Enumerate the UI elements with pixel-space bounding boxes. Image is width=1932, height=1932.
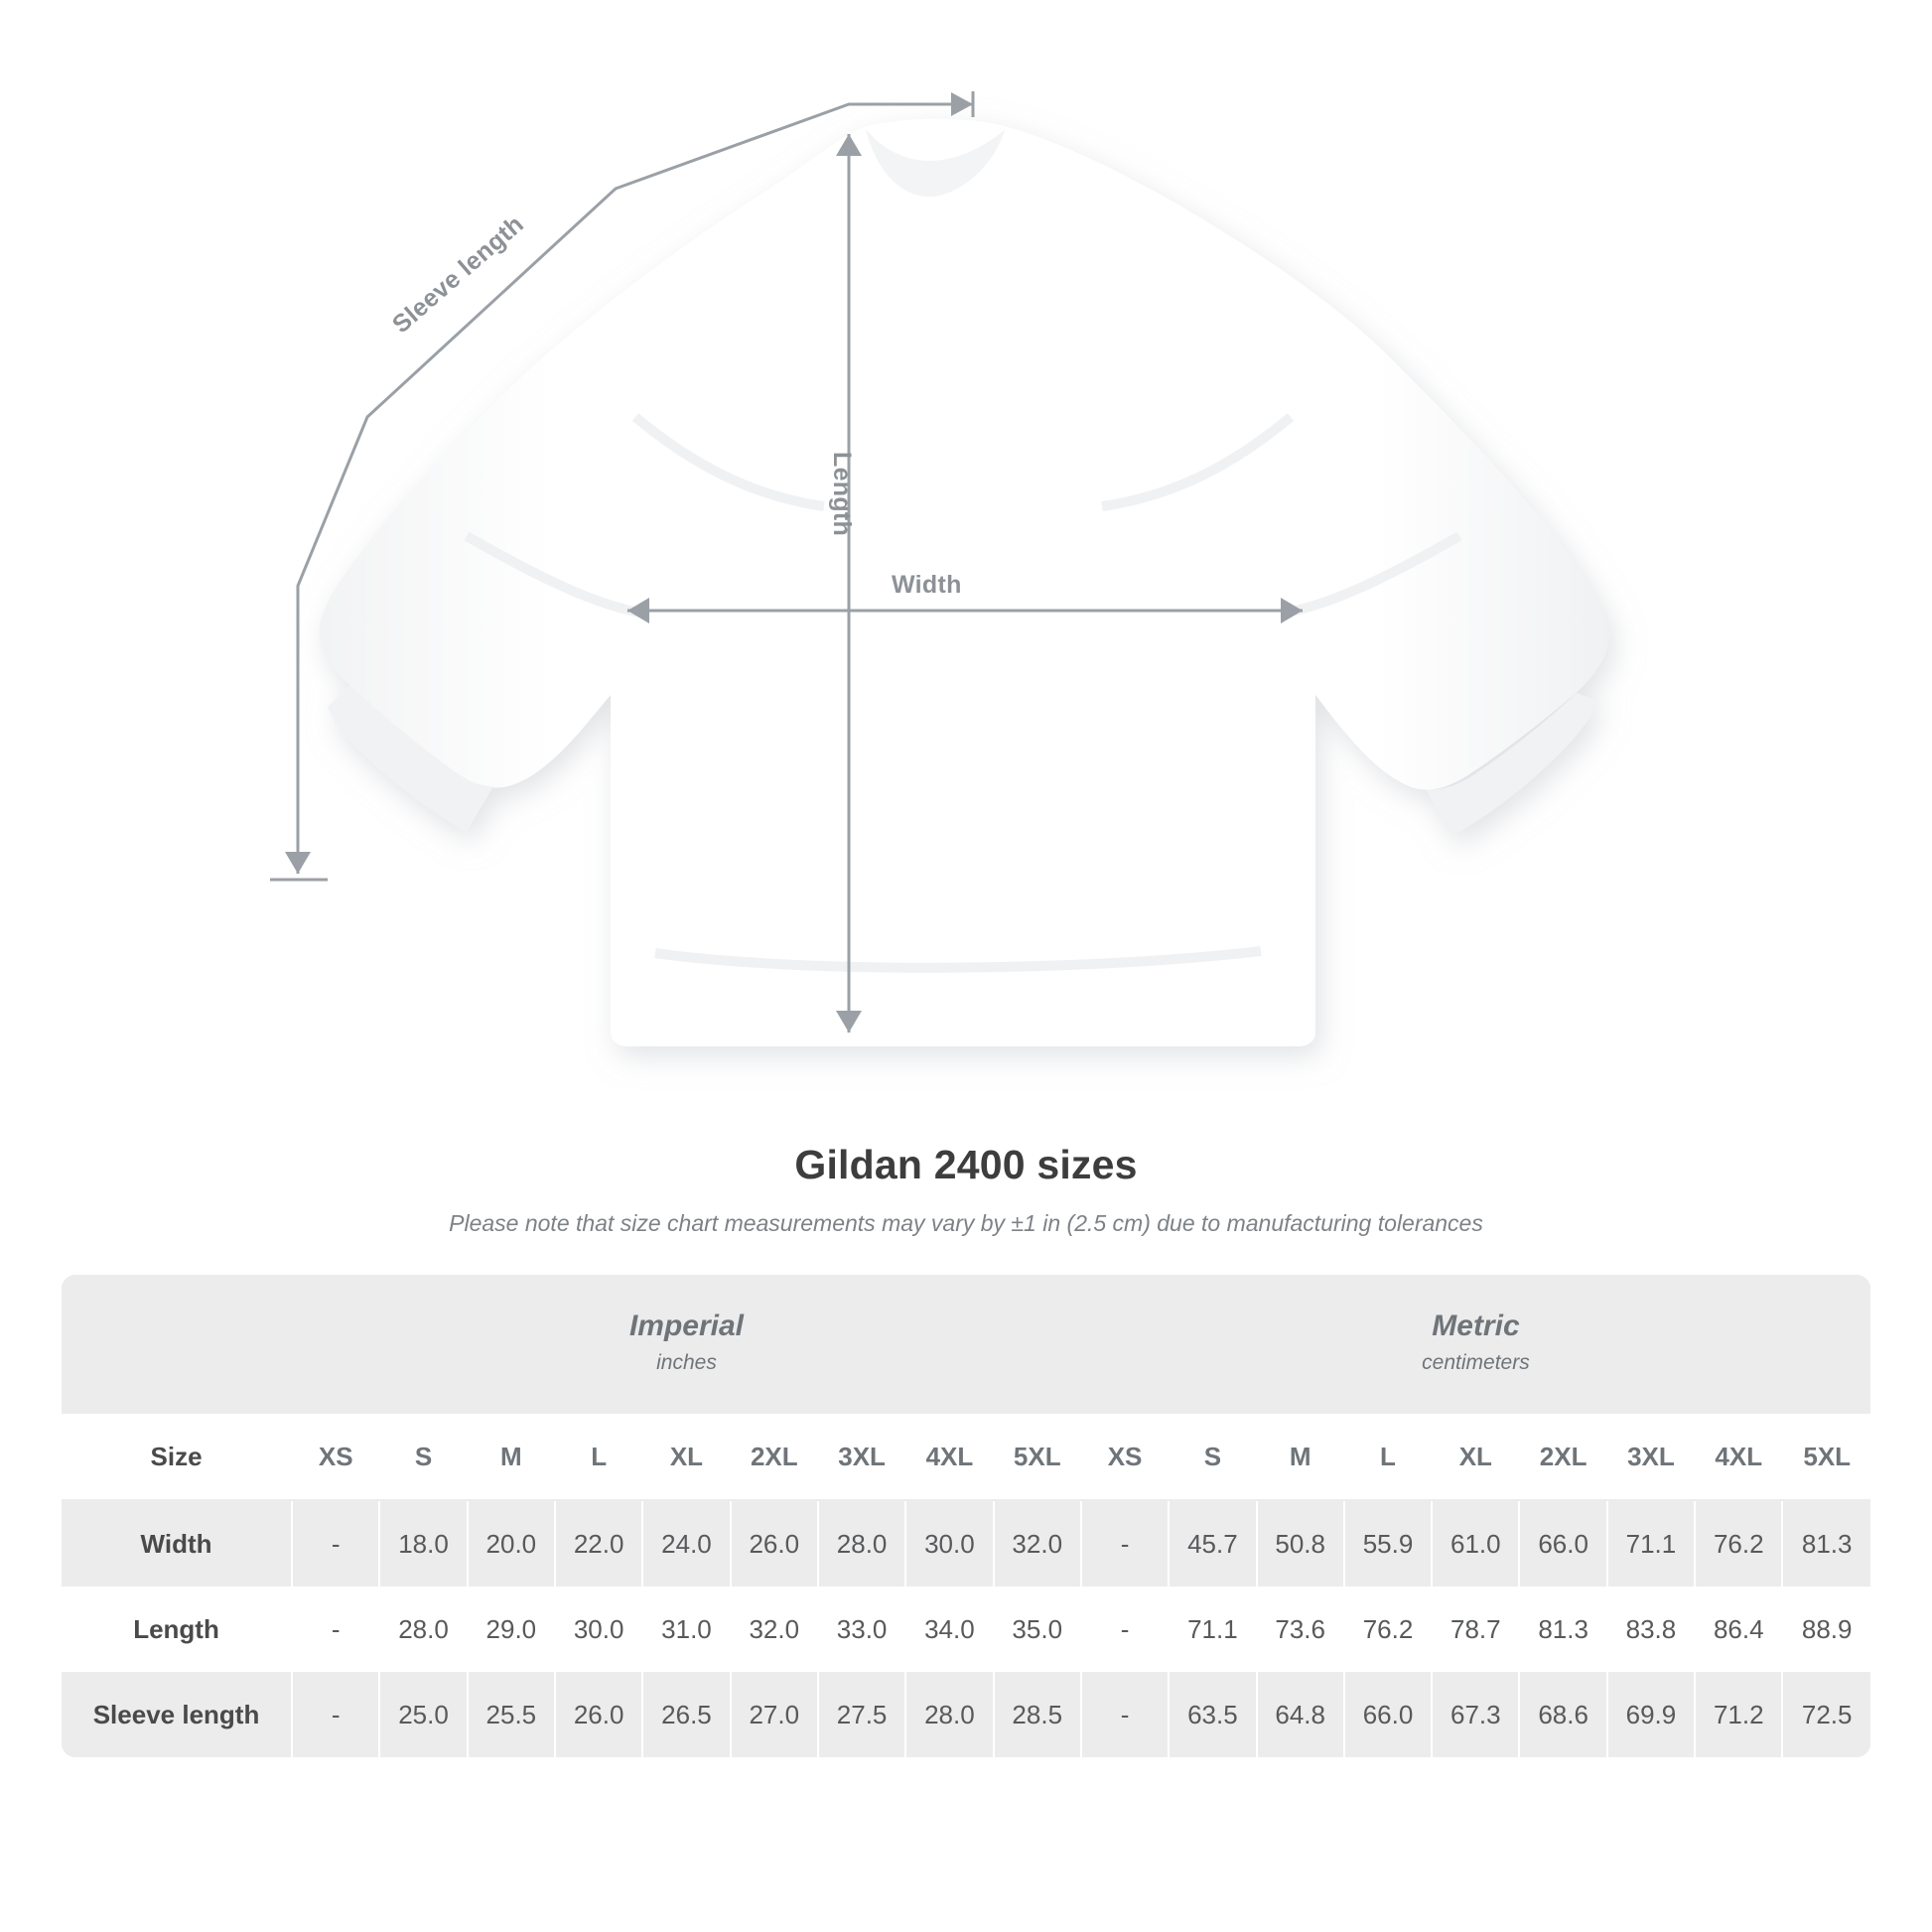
cell-sleeve-imperial-s: 25.0	[379, 1672, 467, 1757]
cell-width-imperial-s: 18.0	[379, 1500, 467, 1587]
cell-width-metric-5xl: 81.3	[1782, 1500, 1870, 1587]
cell-length-metric-xl: 78.7	[1432, 1587, 1519, 1672]
cell-width-metric-s: 45.7	[1169, 1500, 1256, 1587]
size-col-metric-4xl: 4XL	[1695, 1414, 1782, 1500]
table-row	[62, 1587, 1870, 1672]
size-col-metric-3xl: 3XL	[1607, 1414, 1695, 1500]
unit-name-metric: Metric	[1432, 1310, 1520, 1342]
page-title: Gildan 2400 sizes	[794, 1142, 1138, 1187]
unit-name-imperial: Imperial	[628, 1310, 745, 1342]
cell-length-metric-4xl: 86.4	[1695, 1587, 1782, 1672]
table-row	[62, 1500, 1870, 1587]
cell-sleeve-metric-2xl: 68.6	[1519, 1672, 1606, 1757]
cell-width-metric-2xl: 66.0	[1519, 1500, 1606, 1587]
cell-width-imperial-l: 22.0	[555, 1500, 642, 1587]
cell-sleeve-metric-xs: -	[1081, 1672, 1169, 1757]
cell-length-imperial-2xl: 32.0	[731, 1587, 818, 1672]
size-col-imperial-3xl: 3XL	[818, 1414, 905, 1500]
cell-sleeve-metric-4xl: 71.2	[1695, 1672, 1782, 1757]
cell-width-metric-3xl: 71.1	[1607, 1500, 1695, 1587]
size-col-imperial-m: M	[468, 1414, 555, 1500]
cell-width-imperial-2xl: 26.0	[731, 1500, 818, 1587]
size-col-imperial-4xl: 4XL	[905, 1414, 993, 1500]
sleeve-length-dimension-label: Sleeve length	[387, 209, 529, 340]
size-col-imperial-l: L	[555, 1414, 642, 1500]
size-col-imperial-xl: XL	[642, 1414, 730, 1500]
size-col-metric-xs: XS	[1081, 1414, 1169, 1500]
cell-length-metric-3xl: 83.8	[1607, 1587, 1695, 1672]
unit-header-metric	[1081, 1275, 1870, 1414]
cell-sleeve-imperial-xs: -	[292, 1672, 379, 1757]
size-col-metric-s: S	[1169, 1414, 1256, 1500]
cell-length-imperial-3xl: 33.0	[818, 1587, 905, 1672]
size-chart-table	[62, 1275, 1870, 1757]
cell-sleeve-imperial-l: 26.0	[555, 1672, 642, 1757]
cell-length-metric-xs: -	[1081, 1587, 1169, 1672]
cell-sleeve-metric-s: 63.5	[1169, 1672, 1256, 1757]
cell-width-imperial-xs: -	[292, 1500, 379, 1587]
unit-header-spacer	[62, 1275, 292, 1414]
size-col-metric-2xl: 2XL	[1519, 1414, 1606, 1500]
cell-width-imperial-m: 20.0	[468, 1500, 555, 1587]
size-header-label: Size	[62, 1414, 292, 1500]
size-col-metric-xl: XL	[1432, 1414, 1519, 1500]
unit-header-row	[62, 1275, 1870, 1414]
width-dimension-label: Width	[892, 571, 962, 599]
size-chart-table-wrapper	[62, 1275, 1870, 1757]
row-label-length: Length	[62, 1587, 292, 1672]
size-col-metric-5xl: 5XL	[1782, 1414, 1870, 1500]
cell-sleeve-imperial-m: 25.5	[468, 1672, 555, 1757]
cell-width-metric-xl: 61.0	[1432, 1500, 1519, 1587]
cell-sleeve-metric-5xl: 72.5	[1782, 1672, 1870, 1757]
cell-length-imperial-5xl: 35.0	[994, 1587, 1081, 1672]
size-col-imperial-5xl: 5XL	[994, 1414, 1081, 1500]
cell-sleeve-imperial-4xl: 28.0	[905, 1672, 993, 1757]
cell-width-metric-xs: -	[1081, 1500, 1169, 1587]
cell-length-imperial-4xl: 34.0	[905, 1587, 993, 1672]
cell-sleeve-metric-xl: 67.3	[1432, 1672, 1519, 1757]
cell-sleeve-imperial-xl: 26.5	[642, 1672, 730, 1757]
size-col-imperial-xs: XS	[292, 1414, 379, 1500]
cell-length-metric-l: 76.2	[1344, 1587, 1432, 1672]
size-header-row	[62, 1414, 1870, 1500]
cell-length-imperial-l: 30.0	[555, 1587, 642, 1672]
unit-sub-imperial: inches	[656, 1351, 717, 1374]
cell-sleeve-imperial-2xl: 27.0	[731, 1672, 818, 1757]
cell-length-imperial-xs: -	[292, 1587, 379, 1672]
cell-length-metric-5xl: 88.9	[1782, 1587, 1870, 1672]
cell-sleeve-metric-m: 64.8	[1257, 1672, 1344, 1757]
cell-length-metric-m: 73.6	[1257, 1587, 1344, 1672]
row-label-width: Width	[62, 1500, 292, 1587]
cell-width-metric-l: 55.9	[1344, 1500, 1432, 1587]
cell-length-imperial-xl: 31.0	[642, 1587, 730, 1672]
cell-length-imperial-m: 29.0	[468, 1587, 555, 1672]
cell-sleeve-imperial-3xl: 27.5	[818, 1672, 905, 1757]
cell-sleeve-metric-3xl: 69.9	[1607, 1672, 1695, 1757]
unit-header-imperial	[292, 1275, 1081, 1414]
size-col-metric-l: L	[1344, 1414, 1432, 1500]
cell-width-imperial-xl: 24.0	[642, 1500, 730, 1587]
cell-width-imperial-5xl: 32.0	[994, 1500, 1081, 1587]
size-col-imperial-2xl: 2XL	[731, 1414, 818, 1500]
page-subtitle: Please note that size chart measurements may vary by ±1 in (2.5 cm) due to manufacturing tolerances	[449, 1210, 1483, 1236]
size-col-imperial-s: S	[379, 1414, 467, 1500]
cell-width-metric-4xl: 76.2	[1695, 1500, 1782, 1587]
cell-length-metric-2xl: 81.3	[1519, 1587, 1606, 1672]
cell-width-imperial-3xl: 28.0	[818, 1500, 905, 1587]
cell-sleeve-imperial-5xl: 28.5	[994, 1672, 1081, 1757]
cell-length-imperial-s: 28.0	[379, 1587, 467, 1672]
cell-sleeve-metric-l: 66.0	[1344, 1672, 1432, 1757]
table-row	[62, 1672, 1870, 1757]
row-label-sleeve-length: Sleeve length	[62, 1672, 292, 1757]
length-dimension-label: Length	[828, 452, 856, 537]
unit-sub-metric: centimeters	[1422, 1351, 1530, 1374]
cell-length-metric-s: 71.1	[1169, 1587, 1256, 1672]
size-col-metric-m: M	[1257, 1414, 1344, 1500]
cell-width-imperial-4xl: 30.0	[905, 1500, 993, 1587]
shirt-shape	[320, 119, 1609, 1046]
cell-width-metric-m: 50.8	[1257, 1500, 1344, 1587]
title-block	[0, 1142, 1932, 1237]
